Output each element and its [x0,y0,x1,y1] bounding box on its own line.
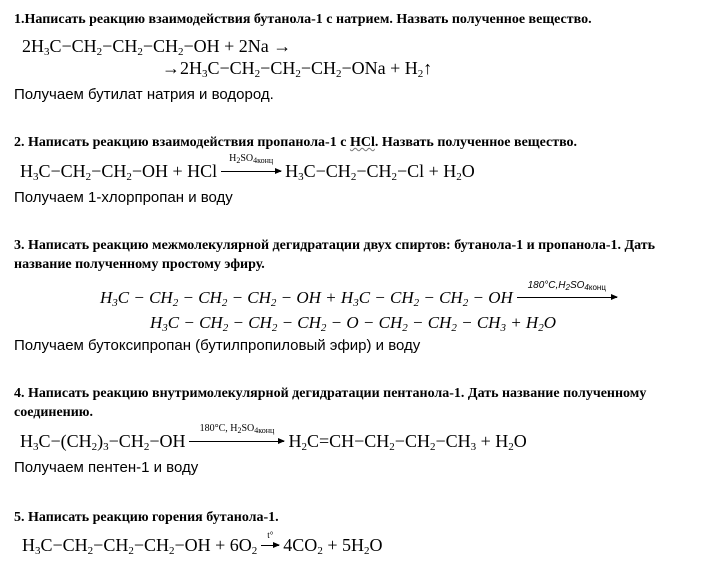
task-4-equation: $H_3C-(CH_2)_3-CH_2-OH$ 180°C, $H_2SO_{4конц}$ $H_2C=CH-CH_2-CH_2-CH_3 + H_2O$ [20,423,527,453]
task-5-equation: $H_3C-CH_2-CH_2-CH_2-OH + 6O_2$ t° $4CO_2 + 5H_2O$ [22,530,383,557]
task-3-question: 3. Написать реакцию межмолекулярной дегидратации двух спиртов: бутанола-1 и пропанола-1. Дать название полученному простому эфиру. [14,238,656,272]
task-3-equation-line-2: $H_3C - CH_2 - CH_2 - CH_2 - O - CH_2 - CH_2 - CH_3 + H_2O$ [150,313,556,334]
task-5-arrow: t° [261,534,279,556]
task-3-answer: Получаем бутоксипропан (бутилпропиловый эфир) и воду [14,337,421,354]
task-2-arrow: $H_2SO_{4конц}$ [221,160,281,182]
task-1-equation-line-1: $2H_3C-CH_2-CH_2-CH_2-OH + 2Na$ → [22,36,292,58]
task-2-question: 2. Написать реакцию взаимодействия пропанола-1 с HCl. Назвать полученное вещество. [14,135,578,150]
task-5-question: 5. Написать реакцию горения бутанола-1. [14,510,279,525]
task-4-arrow: 180°C, $H_2SO_{4конц}$ [189,430,284,452]
task-1-answer: Получаем бутилат натрия и водород. [14,86,274,103]
task-4-question: 4. Написать реакцию внутримолекулярной дегидратации пентанола-1. Дать название полученному соединению. [14,386,647,420]
task-1-question: 1.Написать реакцию взаимодействия бутанола-1 с натрием. Назвать полученное вещество. [14,12,592,27]
task-4-answer: Получаем пентен-1 и воду [14,459,199,476]
task-1-equation-line-2: $\to 2H_3C-CH_2-CH_2-CH_2-ONa$ + $H_2↑$ [162,58,433,80]
task-3-arrow: $180^\circ C,H_2SO_{4конц}$ [517,287,617,309]
task-2-equation: $H_3C-CH_2-CH_2-OH$ + HCl $H_2SO_{4конц}$ $H_3C-CH_2-CH_2-Cl + H_2O$ [20,153,475,183]
task-3-equation-line-1: $H_3C - CH_2 - CH_2 - CH_2$ − OH + $H_3C - CH_2 - CH_2$ − OH $180^\circ C,H_2SO_{4конц}$ [100,287,621,309]
task-2-answer: Получаем 1-хлорпропан и воду [14,189,233,206]
